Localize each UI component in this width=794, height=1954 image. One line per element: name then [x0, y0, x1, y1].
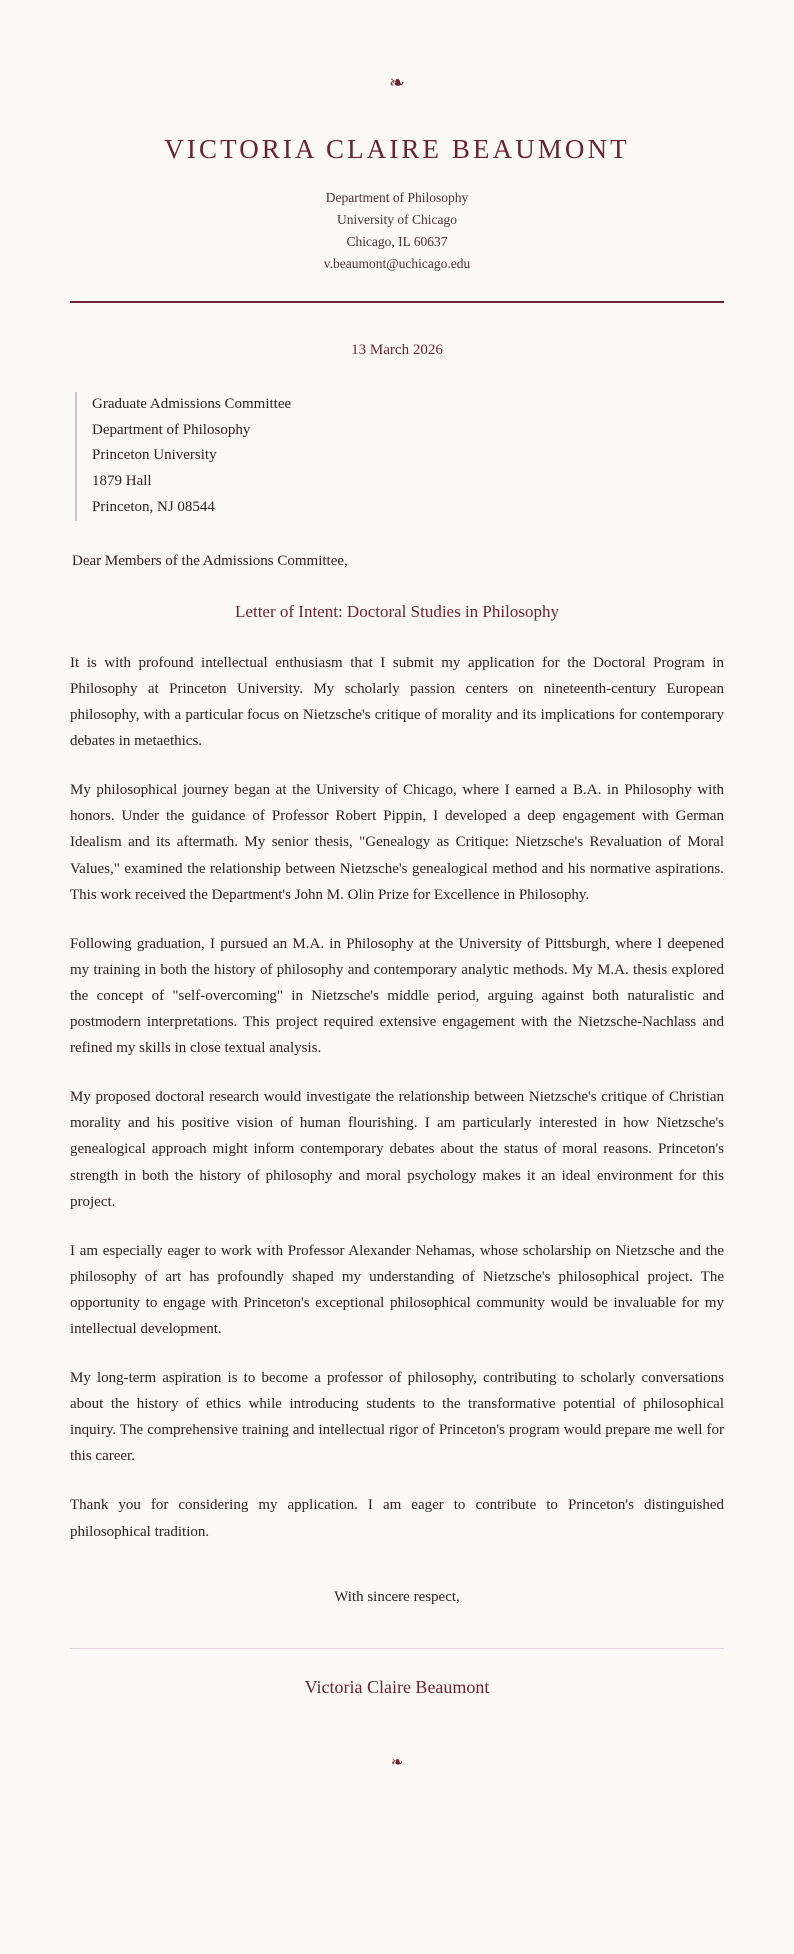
recipient-line: Graduate Admissions Committee — [92, 395, 292, 412]
closing-phrase: With sincere respect, — [334, 1588, 460, 1605]
sender-contact-block — [70, 187, 724, 274]
recipient-address-block — [75, 392, 724, 521]
sender-email: v.beaumont@uchicago.edu — [323, 255, 471, 271]
salutation: Dear Members of the Admissions Committee, — [72, 552, 348, 569]
body-paragraph: Thank you for considering my application. I am eager to contribute to Princeton's distinguished philosophical tradition. — [70, 1497, 724, 1540]
sender-city-state-zip: Chicago, IL 60637 — [346, 234, 448, 250]
recipient-line: Princeton University — [92, 447, 217, 464]
body-paragraph: Following graduation, I pursued an M.A. in Philosophy at the University of Pittsburgh, where I deepened my training in both the history of philosophy and contemporary analytic methods. My M.A. thesis explored the concept of "self-overcoming" in Nietzsche's middle period, arguing against both naturalistic and postmodern interpretations. This project required extensive engagement with the Nietzsche-Nachlass and refined my skills in close textual analysis. — [70, 935, 724, 1057]
body-paragraph: I am especially eager to work with Professor Alexander Nehamas, whose scholarship on Nietzsche and the philosophy of art has profoundly shaped my understanding of Nietzsche's philosophical project. The opportunity to engage with Princeton's exceptional philosophical community would be invaluable for my intellectual development. — [70, 1242, 724, 1337]
sender-institution: University of Chicago — [337, 212, 457, 228]
body-paragraph: My philosophical journey began at the University of Chicago, where I earned a B.A. in Philosophy with honors. Under the guidance of Professor Robert Pippin, I developed a deep engagement with German Idealism and its aftermath. My senior thesis, "Genealogy as Critique: Nietzsche's Revaluation of Moral Values," examined the relationship between Nietzsche's genealogical method and his normative aspirations. This work received the Department's John M. Olin Prize for Excellence in Philosophy. — [70, 782, 724, 903]
sender-name: VICTORIA CLAIRE BEAUMONT — [164, 134, 630, 164]
sender-department: Department of Philosophy — [325, 190, 469, 206]
recipient-line: 1879 Hall — [92, 473, 152, 490]
body-paragraph: My proposed doctoral research would investigate the relationship between Nietzsche's critique of Christian morality and his positive vision of human flourishing. I am particularly interested in how Nietzsche's genealogical approach might inform contemporary debates about the status of moral reasons. Princeton's strength in both the history of philosophy and moral psychology makes it an ideal environment for this project. — [70, 1089, 724, 1210]
floral-ornament-icon: ❧ — [390, 1754, 404, 1771]
header-divider — [70, 301, 724, 303]
floral-ornament-icon: ❧ — [389, 73, 405, 94]
letter-body — [70, 650, 724, 1545]
body-paragraph: It is with profound intellectual enthusiasm that I submit my application for the Doctoral Program in Philosophy at Princeton University. My scholarly passion centers on nineteenth-century European philosophy, with a particular focus on Nietzsche's critique of morality and its implications for contemporary debates in metaethics. — [70, 654, 724, 750]
signature-divider — [70, 1648, 724, 1649]
signature-name: Victoria Claire Beaumont — [304, 1676, 490, 1697]
letter-date: 13 March 2026 — [351, 341, 443, 358]
body-paragraph: My long-term aspiration is to become a professor of philosophy, contributing to scholarly conversations about the history of ethics while introducing students to the transformative potential of philosophical inquiry. The comprehensive training and intellectual rigor of Princeton's program would prepare me well for this career. — [70, 1370, 724, 1465]
recipient-line: Department of Philosophy — [92, 421, 251, 438]
subject-line: Letter of Intent: Doctoral Studies in Philosophy — [235, 601, 559, 621]
recipient-line: Princeton, NJ 08544 — [92, 499, 215, 516]
